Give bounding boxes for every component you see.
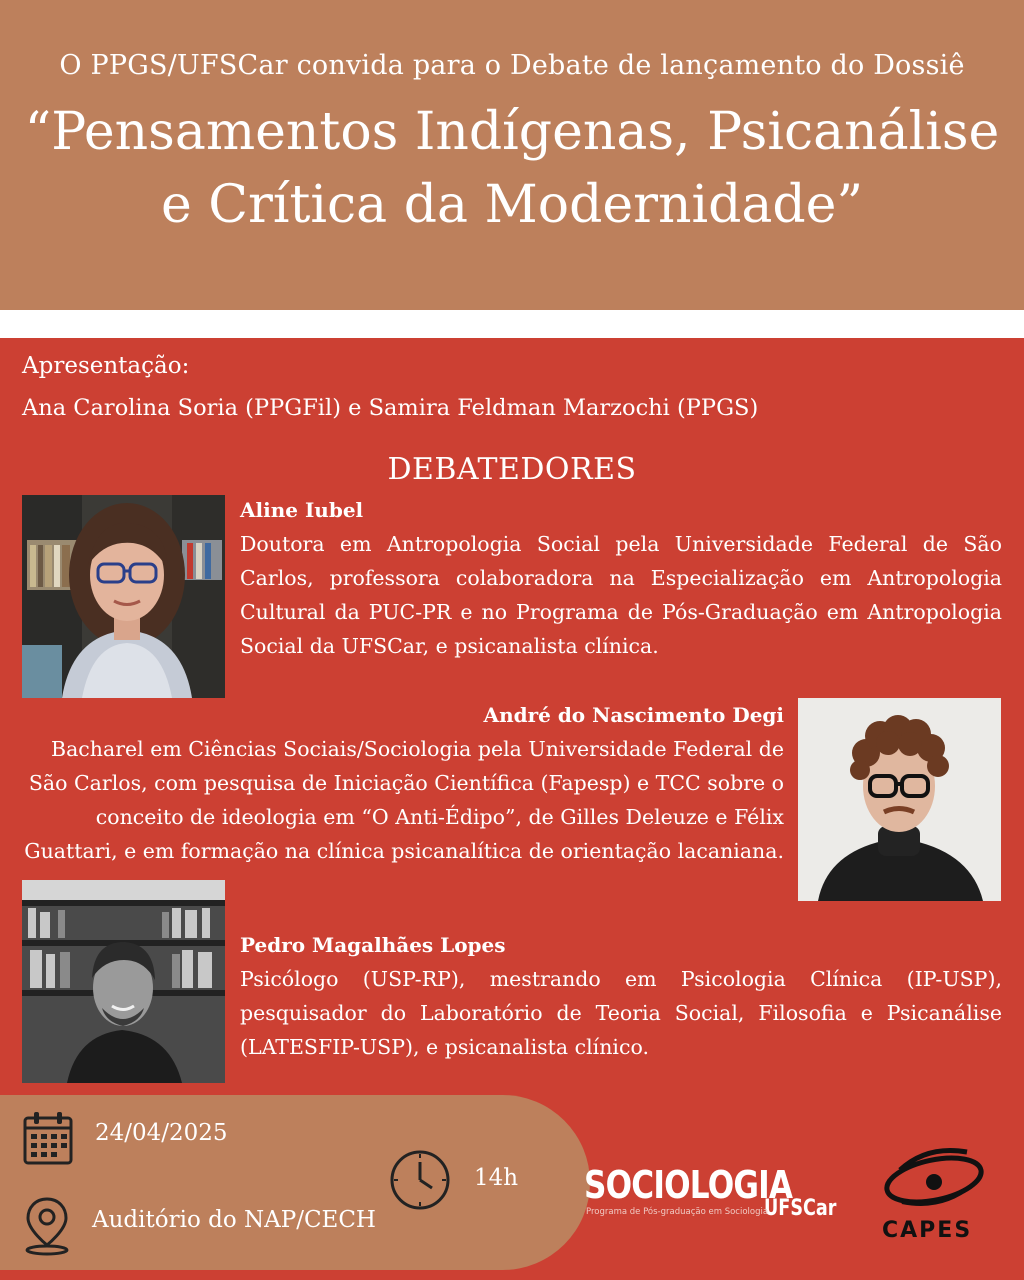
logo-sociologia-word: SOCIOLOGIA	[584, 1163, 793, 1207]
clock-icon	[388, 1148, 452, 1216]
logo-ufscar-word: UFSCar	[764, 1196, 837, 1221]
title-line-1: “Pensamentos Indígenas, Psicanálise	[24, 102, 1000, 162]
invite-text: O PPGS/UFSCar convida para o Debate de lançamento do Dossiê	[59, 50, 965, 81]
debater-bio-text: Bacharel em Ciências Sociais/Sociologia pela Universidade Federal de São Carlos, com pesquisa de Iniciação Científica (Fapesp) e TCC sobre o conceito de ideologia em “O Anti-Édipo”, de Gilles Deleuze e Félix Guattari, e em formação na clínica psicanalítica de orientação lacaniana.	[24, 737, 784, 863]
presentation-names: Ana Carolina Soria (PPGFil) e Samira Feldman Marzochi (PPGS)	[22, 395, 759, 421]
logo-subtitle: Programa de Pós-graduação em Sociologia	[586, 1207, 769, 1217]
event-time: 14h	[474, 1165, 519, 1191]
event-title	[0, 96, 1024, 242]
debater-name: Aline Iubel	[240, 498, 364, 522]
debater-bio-andre	[22, 698, 784, 868]
debaters-heading: DEBATEDORES	[387, 452, 637, 487]
location-pin-icon	[22, 1195, 72, 1261]
divider-strip	[0, 310, 1024, 338]
event-place: Auditório do NAP/CECH	[92, 1207, 376, 1233]
sociologia-ufscar-logo	[584, 1163, 844, 1228]
debater-photo-andre	[798, 698, 1001, 901]
debater-photo-aline	[22, 495, 225, 698]
debater-bio-text: Psicólogo (USP-RP), mestrando em Psicologia Clínica (IP-USP), pesquisador do Laboratório de Teoria Social, Filosofia e Psicanálise (LATESFIP-USP), e psicanalista clínico.	[240, 967, 1002, 1059]
calendar-icon	[22, 1110, 74, 1170]
debater-bio-pedro	[240, 928, 1002, 1064]
event-date: 24/04/2025	[95, 1120, 228, 1146]
header-banner	[0, 0, 1024, 310]
debater-bio-aline	[240, 493, 1002, 663]
debater-bio-text: Doutora em Antropologia Social pela Universidade Federal de São Carlos, professora colaboradora na Especialização em Antropologia Cultural da PUC-PR e no Programa de Pós-Graduação em Antropologia Social da UFSCar, e psicanalista clínica.	[240, 532, 1002, 658]
logo-capes-word: CAPES	[882, 1218, 973, 1243]
debater-name: Pedro Magalhães Lopes	[240, 933, 506, 957]
presentation-label: Apresentação:	[22, 353, 190, 379]
debater-name: André do Nascimento Degi	[483, 703, 784, 727]
debater-photo-pedro	[22, 880, 225, 1083]
title-line-2: e Crítica da Modernidade”	[160, 175, 864, 235]
